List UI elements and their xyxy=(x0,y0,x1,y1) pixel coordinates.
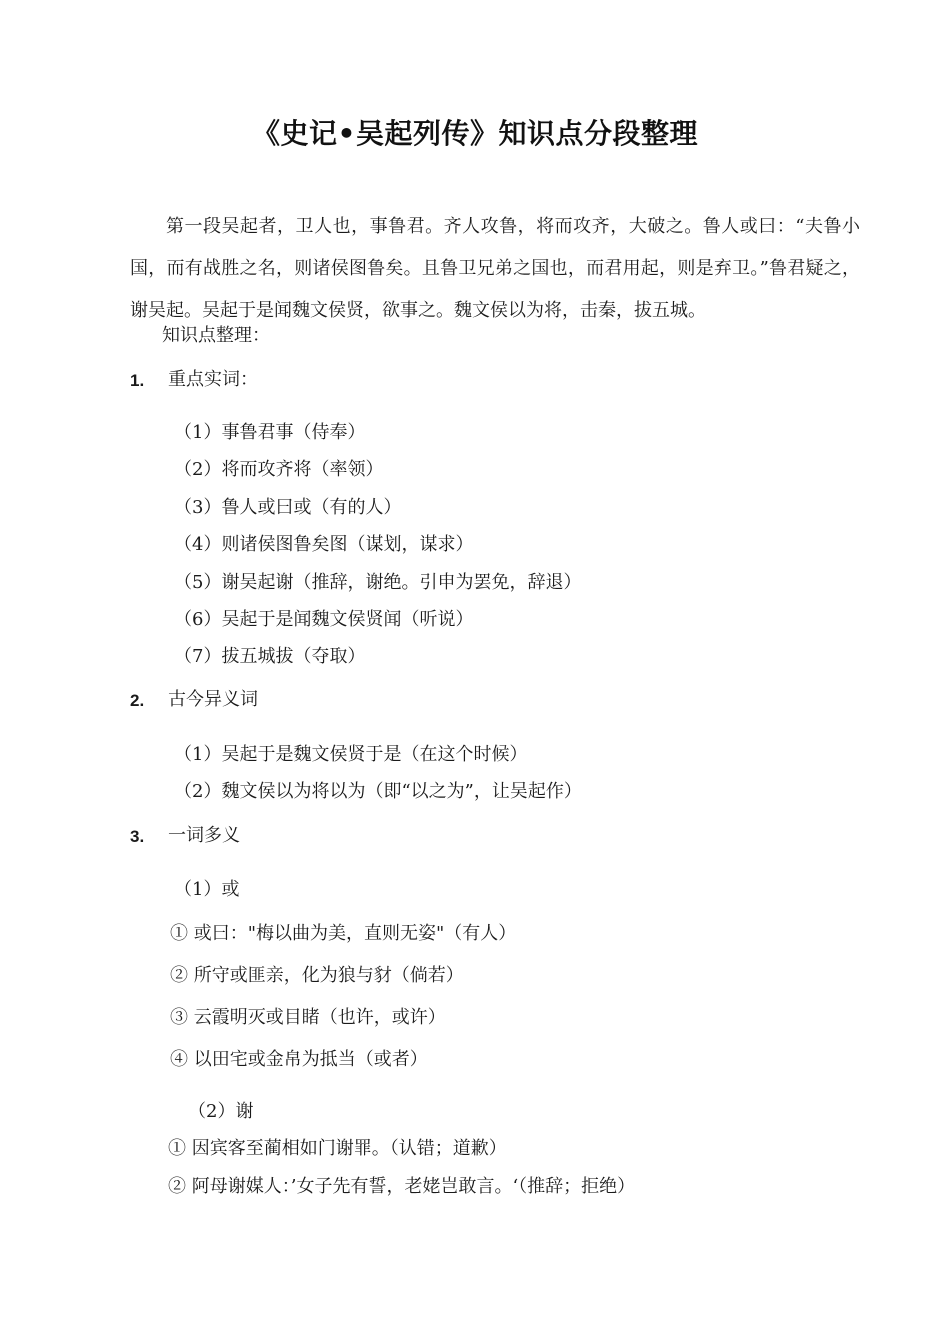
list-item: ② 阿母谢媒人：’女子先有誓，老姥岂敢言。‘（推辞；拒绝） xyxy=(168,1176,636,1197)
list-item: （7）拔五城拔（夺取） xyxy=(174,646,366,667)
page-title: 《史记•吴起列传》知识点分段整理 xyxy=(252,117,698,150)
summary-label: 知识点整理： xyxy=(162,325,270,346)
sub-heading: （2）谢 xyxy=(188,1101,254,1122)
list-item: （6）吴起于是闻魏文侯贤闻（听说） xyxy=(174,609,474,630)
section-number: 1. xyxy=(130,371,145,390)
list-item: （4）则诸侯图鲁矣图（谋划，谋求） xyxy=(174,534,474,555)
list-item: （3）鲁人或曰或（有的人） xyxy=(174,497,402,518)
section-heading: 重点实词： xyxy=(168,369,258,390)
section-heading: 古今异义词 xyxy=(168,689,258,710)
list-item: ① 因宾客至蔺相如门谢罪。（认错；道歉） xyxy=(168,1138,507,1159)
list-item: （2）魏文侯以为将以为（即“以之为”，让吴起作） xyxy=(174,781,582,802)
list-item: （5）谢吴起谢（推辞，谢绝。引申为罢免，辞退） xyxy=(174,572,582,593)
list-item: （2）将而攻齐将（率领） xyxy=(174,459,384,480)
list-item: ② 所守或匪亲，化为狼与豺（倘若） xyxy=(170,965,464,986)
list-item: （1）事鲁君事（侍奉） xyxy=(174,422,366,443)
list-item: ④ 以田宅或金帛为抵当（或者） xyxy=(170,1049,428,1070)
list-item: ① 或曰："梅以曲为美，直则无姿"（有人） xyxy=(170,923,517,944)
passage-paragraph: 第一段吴起者，卫人也，事鲁君。齐人攻鲁，将而攻齐，大破之。鲁人或曰：“夫鲁小国，而有战胜之名，则诸侯图鲁矣。且鲁卫兄弟之国也，而君用起，则是弃卫。”鲁君疑之，谢吴起。吴起于是闻魏文侯贤，欲事之。魏文侯以为将，击秦，拔五城。 xyxy=(130,216,860,321)
list-item: ③ 云霞明灭或目睹（也许，或许） xyxy=(170,1007,446,1028)
list-item: （1）吴起于是魏文侯贤于是（在这个时候） xyxy=(174,744,528,765)
section-heading: 一词多义 xyxy=(168,825,240,846)
section-number: 2. xyxy=(130,691,145,710)
sub-heading: （1）或 xyxy=(174,879,240,900)
section-number: 3. xyxy=(130,827,145,846)
